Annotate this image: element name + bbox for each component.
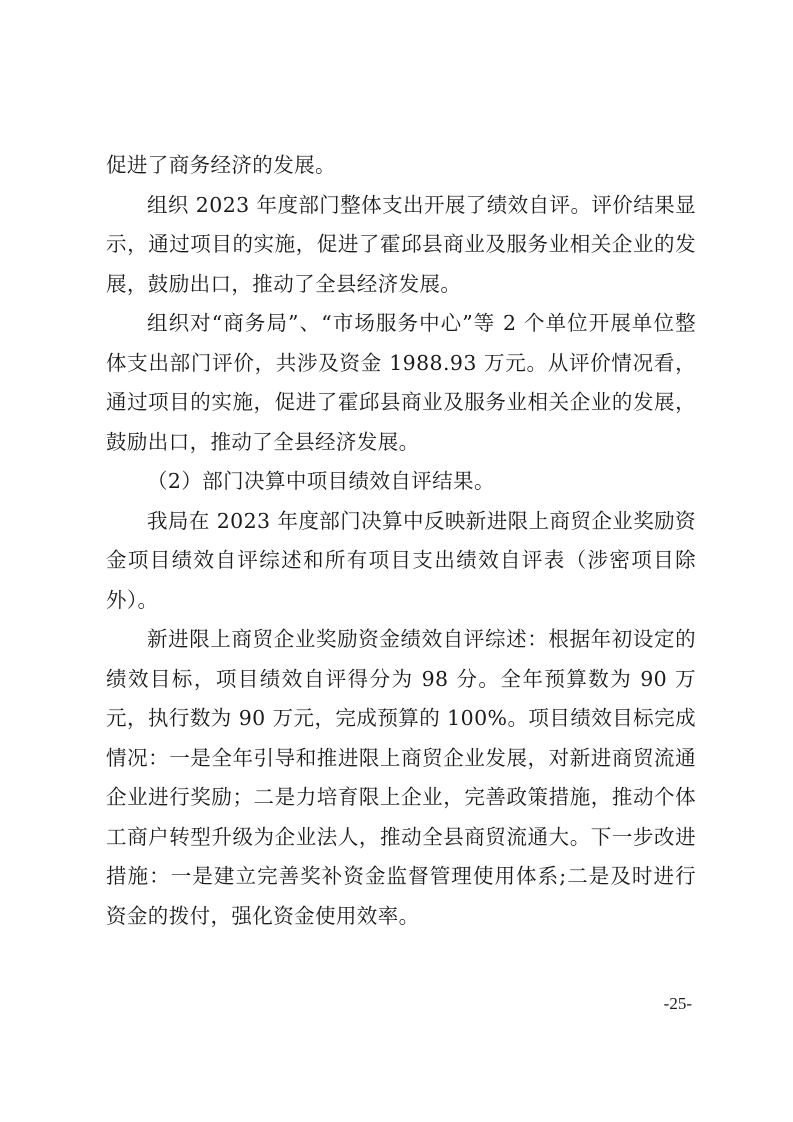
paragraph-final-accounts: 我局在 2023 年度部门决算中反映新进限上商贸企业奖励资金项目绩效自评综述和所有项目支出绩效自评表（涉密项目除外）。 xyxy=(106,508,696,612)
section-heading: （2）部门决算中项目绩效自评结果。 xyxy=(147,469,495,493)
page-number: -25- xyxy=(663,994,692,1013)
paragraph-overall-evaluation: 组织 2023 年度部门整体支出开展了绩效自评。评价结果显示，通过项目的实施，促进了霍邱县商业及服务业相关企业的发展，鼓励出口，推动了全县经济发展。 xyxy=(106,192,696,296)
paragraph-unit-evaluation: 组织对“商务局”、“市场服务中心”等 2 个单位开展单位整体支出部门评价，共涉及资金 1988.93 万元。从评价情况看，通过项目的实施，促进了霍邱县商业及服务业相关企业的发展，鼓励出口，推动了全县经济发展。 xyxy=(106,311,696,454)
paragraph-continuation: 促进了商务经济的发展。 xyxy=(106,153,336,177)
paragraph-project-summary: 新进限上商贸企业奖励资金绩效自评综述：根据年初设定的绩效目标，项目绩效自评得分为 98 分。全年预算数为 90 万元，执行数为 90 万元，完成预算的 100%。项目绩效目标完成情况：一是全年引导和推进限上商贸企业发展，对新进商贸流通企业进行奖励；二是力培育限上企业，完善政策措施，推动个体工商户转型升级为企业法人，推动全县商贸流通大。下一步改进措施：一是建立完善奖补资金监督管理使用体系;二是及时进行资金的拨付，强化资金使用效率。 xyxy=(106,627,696,928)
body-text xyxy=(106,146,696,936)
